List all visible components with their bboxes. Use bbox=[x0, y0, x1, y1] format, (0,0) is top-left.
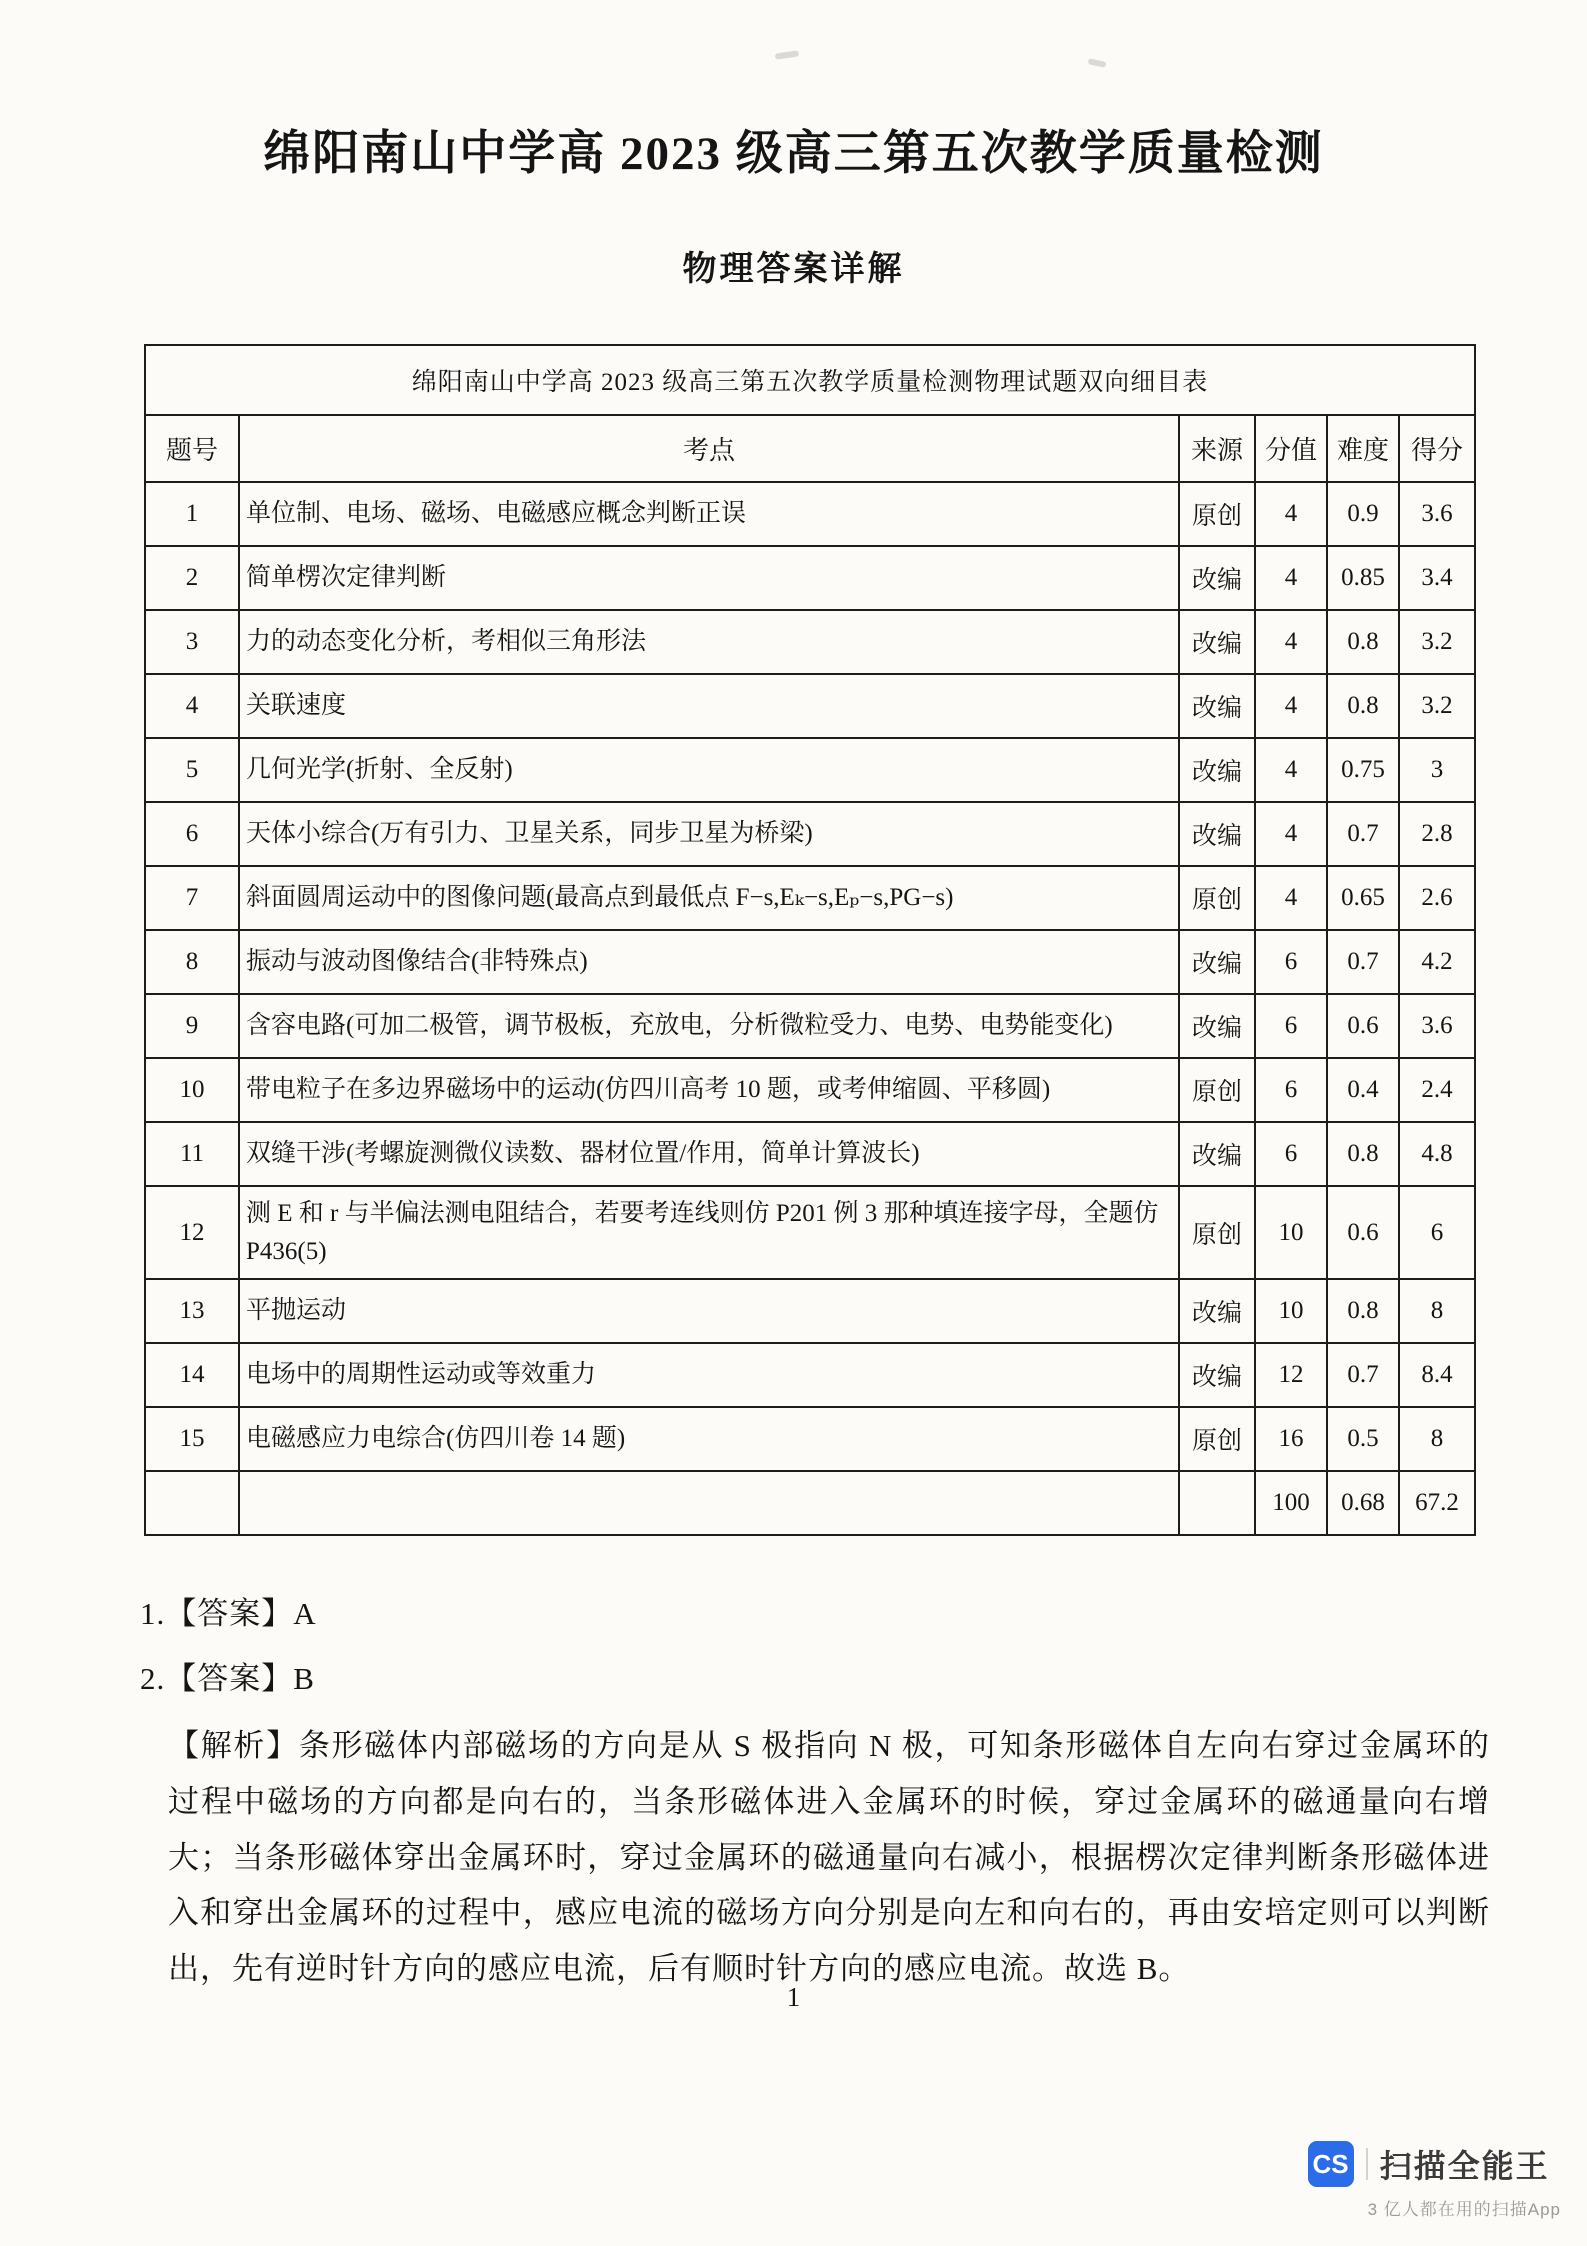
cell-topic bbox=[239, 1471, 1179, 1535]
cell-score: 10 bbox=[1255, 1279, 1327, 1343]
answers-section bbox=[140, 1588, 1490, 1997]
header-score: 分值 bbox=[1255, 415, 1327, 482]
cell-source: 改编 bbox=[1179, 802, 1255, 866]
cell-difficulty: 0.85 bbox=[1327, 546, 1399, 610]
cell-gain: 3.4 bbox=[1399, 546, 1475, 610]
cell-num: 2 bbox=[145, 546, 239, 610]
cell-score: 4 bbox=[1255, 610, 1327, 674]
cell-gain: 3.6 bbox=[1399, 994, 1475, 1058]
cell-source: 改编 bbox=[1179, 738, 1255, 802]
cell-source bbox=[1179, 1471, 1255, 1535]
cell-topic: 电场中的周期性运动或等效重力 bbox=[239, 1343, 1179, 1407]
table-row bbox=[145, 482, 1475, 546]
cell-topic: 关联速度 bbox=[239, 674, 1179, 738]
cell-num: 15 bbox=[145, 1407, 239, 1471]
table-row bbox=[145, 866, 1475, 930]
cell-score: 16 bbox=[1255, 1407, 1327, 1471]
cell-gain: 3.2 bbox=[1399, 610, 1475, 674]
cell-difficulty: 0.9 bbox=[1327, 482, 1399, 546]
answer-1: 1.【答案】A bbox=[140, 1596, 317, 1631]
document-title: 绵阳南山中学高 2023 级高三第五次教学质量检测 bbox=[263, 128, 1324, 180]
cell-score: 4 bbox=[1255, 482, 1327, 546]
table-row bbox=[145, 1343, 1475, 1407]
brand-name: 扫描全能王 bbox=[1379, 2148, 1550, 2184]
cell-source: 改编 bbox=[1179, 994, 1255, 1058]
cell-num: 5 bbox=[145, 738, 239, 802]
cell-difficulty: 0.6 bbox=[1327, 1186, 1399, 1279]
cell-score: 4 bbox=[1255, 802, 1327, 866]
table-row bbox=[145, 802, 1475, 866]
camscanner-logo-icon: CS bbox=[1308, 2141, 1354, 2187]
header-gain: 得分 bbox=[1399, 415, 1475, 482]
cell-topic: 简单楞次定律判断 bbox=[239, 546, 1179, 610]
header-topic: 考点 bbox=[239, 415, 1179, 482]
cell-gain: 8 bbox=[1399, 1279, 1475, 1343]
cell-difficulty: 0.7 bbox=[1327, 802, 1399, 866]
cell-gain: 4.8 bbox=[1399, 1122, 1475, 1186]
cell-gain: 3.6 bbox=[1399, 482, 1475, 546]
header-difficulty: 难度 bbox=[1327, 415, 1399, 482]
cell-num: 3 bbox=[145, 610, 239, 674]
cell-score: 4 bbox=[1255, 674, 1327, 738]
cell-difficulty: 0.5 bbox=[1327, 1407, 1399, 1471]
cell-num: 14 bbox=[145, 1343, 239, 1407]
cell-gain: 3 bbox=[1399, 738, 1475, 802]
cell-score: 100 bbox=[1255, 1471, 1327, 1535]
cell-gain: 4.2 bbox=[1399, 930, 1475, 994]
cell-source: 原创 bbox=[1179, 1058, 1255, 1122]
cell-gain: 6 bbox=[1399, 1186, 1475, 1279]
cell-score: 4 bbox=[1255, 866, 1327, 930]
cell-difficulty: 0.4 bbox=[1327, 1058, 1399, 1122]
table-row bbox=[145, 1122, 1475, 1186]
cell-score: 6 bbox=[1255, 1058, 1327, 1122]
cell-topic: 带电粒子在多边界磁场中的运动(仿四川高考 10 题，或考伸缩圆、平移圆) bbox=[239, 1058, 1179, 1122]
cell-score: 4 bbox=[1255, 738, 1327, 802]
cell-topic: 几何光学(折射、全反射) bbox=[239, 738, 1179, 802]
cell-num: 9 bbox=[145, 994, 239, 1058]
cell-num: 8 bbox=[145, 930, 239, 994]
table-row bbox=[145, 738, 1475, 802]
cell-source: 改编 bbox=[1179, 1122, 1255, 1186]
cell-score: 6 bbox=[1255, 994, 1327, 1058]
cell-source: 原创 bbox=[1179, 482, 1255, 546]
cell-source: 改编 bbox=[1179, 930, 1255, 994]
cell-gain: 2.8 bbox=[1399, 802, 1475, 866]
cell-difficulty: 0.8 bbox=[1327, 610, 1399, 674]
cell-difficulty: 0.75 bbox=[1327, 738, 1399, 802]
cell-gain: 8 bbox=[1399, 1407, 1475, 1471]
divider bbox=[1366, 2148, 1368, 2180]
camscanner-watermark bbox=[1308, 2141, 1561, 2220]
cell-difficulty: 0.68 bbox=[1327, 1471, 1399, 1535]
header-question-number: 题号 bbox=[145, 415, 239, 482]
table-caption-row bbox=[145, 345, 1475, 415]
cell-source: 改编 bbox=[1179, 546, 1255, 610]
cell-topic: 斜面圆周运动中的图像问题(最高点到最低点 F−s,Eₖ−s,Eₚ−s,PG−s) bbox=[239, 866, 1179, 930]
cell-source: 改编 bbox=[1179, 1343, 1255, 1407]
cell-difficulty: 0.6 bbox=[1327, 994, 1399, 1058]
cell-num: 12 bbox=[145, 1186, 239, 1279]
brand-row bbox=[1308, 2141, 1561, 2187]
cell-num: 7 bbox=[145, 866, 239, 930]
analysis-paragraph: 【解析】条形磁体内部磁场的方向是从 S 极指向 N 极，可知条形磁体自左向右穿过金属环的过程中磁场的方向都是向右的，当条形磁体进入金属环的时候，穿过金属环的磁通量向右增大；当条形磁体穿出金属环时，穿过金属环的磁通量向右减小，根据楞次定律判断条形磁体进入和穿出金属环的过程中，感应电流的磁场方向分别是向左和向右的，再由安培定则可以判断出，先有逆时针方向的感应电流，后有顺时针方向的感应电流。故选 B。 bbox=[168, 1728, 1490, 1987]
table-row bbox=[145, 1186, 1475, 1279]
cell-difficulty: 0.8 bbox=[1327, 674, 1399, 738]
cell-source: 原创 bbox=[1179, 1186, 1255, 1279]
cell-num: 10 bbox=[145, 1058, 239, 1122]
table-caption: 绵阳南山中学高 2023 级高三第五次教学质量检测物理试题双向细目表 bbox=[145, 345, 1475, 415]
header-source: 来源 bbox=[1179, 415, 1255, 482]
cell-topic: 单位制、电场、磁场、电磁感应概念判断正误 bbox=[239, 482, 1179, 546]
cell-topic: 天体小综合(万有引力、卫星关系，同步卫星为桥梁) bbox=[239, 802, 1179, 866]
cell-num: 11 bbox=[145, 1122, 239, 1186]
document-subtitle: 物理答案详解 bbox=[682, 251, 905, 288]
table-row bbox=[145, 1058, 1475, 1122]
cell-topic: 力的动态变化分析，考相似三角形法 bbox=[239, 610, 1179, 674]
cell-score: 6 bbox=[1255, 1122, 1327, 1186]
answer-2: 2.【答案】B bbox=[140, 1661, 315, 1696]
cell-source: 改编 bbox=[1179, 1279, 1255, 1343]
cell-source: 原创 bbox=[1179, 1407, 1255, 1471]
cell-num: 1 bbox=[145, 482, 239, 546]
cell-num: 13 bbox=[145, 1279, 239, 1343]
cell-topic: 含容电路(可加二极管，调节极板，充放电，分析微粒受力、电势、电势能变化) bbox=[239, 994, 1179, 1058]
page-number: 1 bbox=[786, 1982, 801, 2012]
cell-score: 12 bbox=[1255, 1343, 1327, 1407]
cell-score: 6 bbox=[1255, 930, 1327, 994]
cell-difficulty: 0.65 bbox=[1327, 866, 1399, 930]
cell-topic: 平抛运动 bbox=[239, 1279, 1179, 1343]
cell-gain: 2.6 bbox=[1399, 866, 1475, 930]
table-row bbox=[145, 674, 1475, 738]
table-row bbox=[145, 1279, 1475, 1343]
cell-difficulty: 0.8 bbox=[1327, 1279, 1399, 1343]
cell-difficulty: 0.7 bbox=[1327, 1343, 1399, 1407]
cell-num: 6 bbox=[145, 802, 239, 866]
cell-source: 原创 bbox=[1179, 866, 1255, 930]
cell-gain: 3.2 bbox=[1399, 674, 1475, 738]
cell-num: 4 bbox=[145, 674, 239, 738]
table-row bbox=[145, 610, 1475, 674]
cell-gain: 67.2 bbox=[1399, 1471, 1475, 1535]
cell-num bbox=[145, 1471, 239, 1535]
table-row bbox=[145, 994, 1475, 1058]
table-header-row bbox=[145, 415, 1475, 482]
cell-score: 4 bbox=[1255, 546, 1327, 610]
cell-source: 改编 bbox=[1179, 610, 1255, 674]
cell-topic: 电磁感应力电综合(仿四川卷 14 题) bbox=[239, 1407, 1179, 1471]
table-row bbox=[145, 546, 1475, 610]
cell-gain: 8.4 bbox=[1399, 1343, 1475, 1407]
cell-gain: 2.4 bbox=[1399, 1058, 1475, 1122]
cell-topic: 测 E 和 r 与半偏法测电阻结合，若要考连线则仿 P201 例 3 那种填连接字母，全题仿 P436(5) bbox=[239, 1186, 1179, 1279]
cell-topic: 振动与波动图像结合(非特殊点) bbox=[239, 930, 1179, 994]
cell-topic: 双缝干涉(考螺旋测微仪读数、器材位置/作用，简单计算波长) bbox=[239, 1122, 1179, 1186]
cell-source: 改编 bbox=[1179, 674, 1255, 738]
cell-score: 10 bbox=[1255, 1186, 1327, 1279]
spec-table bbox=[144, 344, 1476, 1536]
table-row bbox=[145, 1471, 1475, 1535]
table-row bbox=[145, 1407, 1475, 1471]
cell-difficulty: 0.7 bbox=[1327, 930, 1399, 994]
table-row bbox=[145, 930, 1475, 994]
brand-tagline: 3 亿人都在用的扫描App bbox=[1367, 2200, 1561, 2219]
cell-difficulty: 0.8 bbox=[1327, 1122, 1399, 1186]
